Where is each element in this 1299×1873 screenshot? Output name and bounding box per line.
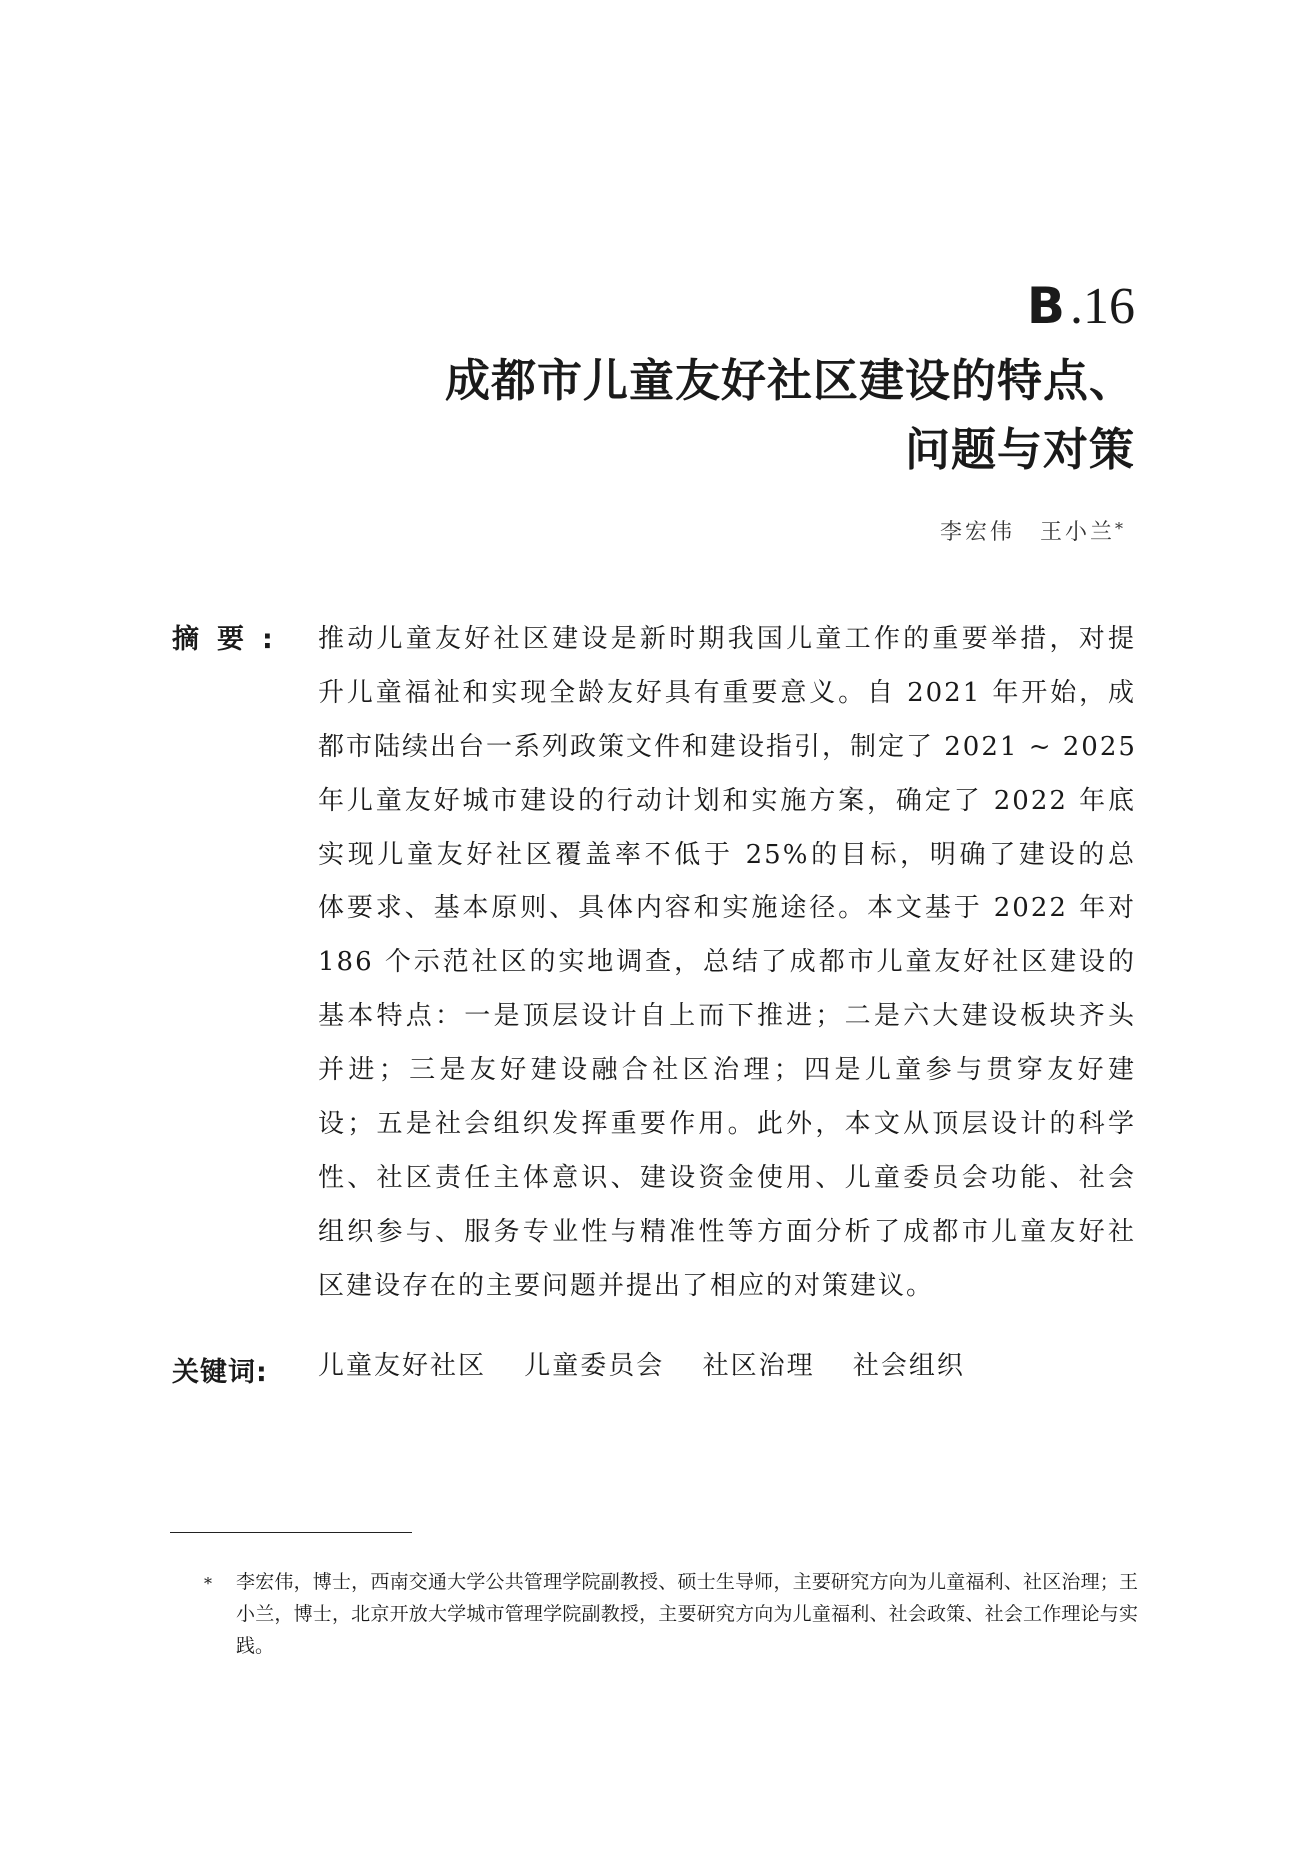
abstract-line: 推动儿童友好社区建设是新时期我国儿童工作的重要举措，对提 bbox=[318, 624, 1136, 654]
abstract-line: 都市陆续出台一系列政策文件和建设指引，制定了 2021 ~ 2025 bbox=[318, 731, 1137, 762]
abstract-line: 实现儿童友好社区覆盖率不低于 25%的目标，明确了建设的总 bbox=[318, 839, 1136, 870]
title-line-1: 成都市儿童友好社区建设的特点、 bbox=[444, 354, 1135, 407]
abstract-line: 设；五是社会组织发挥重要作用。此外，本文从顶层设计的科学 bbox=[318, 1109, 1136, 1140]
chapter-letter: B bbox=[1026, 277, 1066, 335]
chapter-num: .16 bbox=[1070, 278, 1135, 335]
keywords-list bbox=[318, 1346, 993, 1386]
keyword: 社区治理 bbox=[702, 1351, 815, 1381]
footnote-text: 李宏伟，博士，西南交通大学公共管理学院副教授、硕士生导师，主要研究方向为儿童福利、社区治理；王小兰，博士，北京开放大学城市管理学院副教授，主要研究方向为儿童福利、社会政策、社会工作理论与实践。 bbox=[236, 1571, 1138, 1657]
abstract-line: 年儿童友好城市建设的行动计划和实施方案，确定了 2022 年底 bbox=[318, 785, 1136, 816]
chapter-number bbox=[1027, 276, 1135, 336]
footnote bbox=[204, 1566, 1138, 1662]
keyword: 儿童委员会 bbox=[524, 1351, 665, 1381]
author-footnote-mark: * bbox=[1115, 519, 1126, 538]
abstract-line: 区建设存在的主要问题并提出了相应的对策建议。 bbox=[318, 1270, 935, 1301]
abstract-line: 升儿童福祉和实现全龄友好具有重要意义。自 2021 年开始，成 bbox=[318, 677, 1136, 708]
keyword: 儿童友好社区 bbox=[318, 1351, 487, 1381]
keyword: 社会组织 bbox=[852, 1351, 965, 1381]
footnote-divider bbox=[170, 1532, 412, 1533]
abstract-line: 基本特点：一是顶层设计自上而下推进；二是六大建设板块齐头 bbox=[318, 1001, 1136, 1032]
abstract-body bbox=[318, 613, 1136, 1314]
footnote-mark: * bbox=[204, 1574, 212, 1593]
abstract-line: 组织参与、服务专业性与精准性等方面分析了成都市儿童友好社 bbox=[318, 1216, 1136, 1247]
abstract-line: 性、社区责任主体意识、建设资金使用、儿童委员会功能、社会 bbox=[318, 1162, 1136, 1193]
abstract-line: 体要求、基本原则、具体内容和实施途径。本文基于 2022 年对 bbox=[318, 893, 1136, 924]
abstract-label: 摘要: bbox=[172, 624, 291, 655]
keywords-label: 关键词: bbox=[172, 1357, 268, 1388]
title-line-2: 问题与对策 bbox=[904, 423, 1135, 476]
author-names: 李宏伟 王小兰 bbox=[939, 520, 1115, 545]
authors bbox=[940, 518, 1126, 548]
abstract-line: 186 个示范社区的实地调查，总结了成都市儿童友好社区建设的 bbox=[318, 947, 1136, 978]
abstract-line: 并进；三是友好建设融合社区治理；四是儿童参与贯穿友好建 bbox=[318, 1055, 1136, 1086]
